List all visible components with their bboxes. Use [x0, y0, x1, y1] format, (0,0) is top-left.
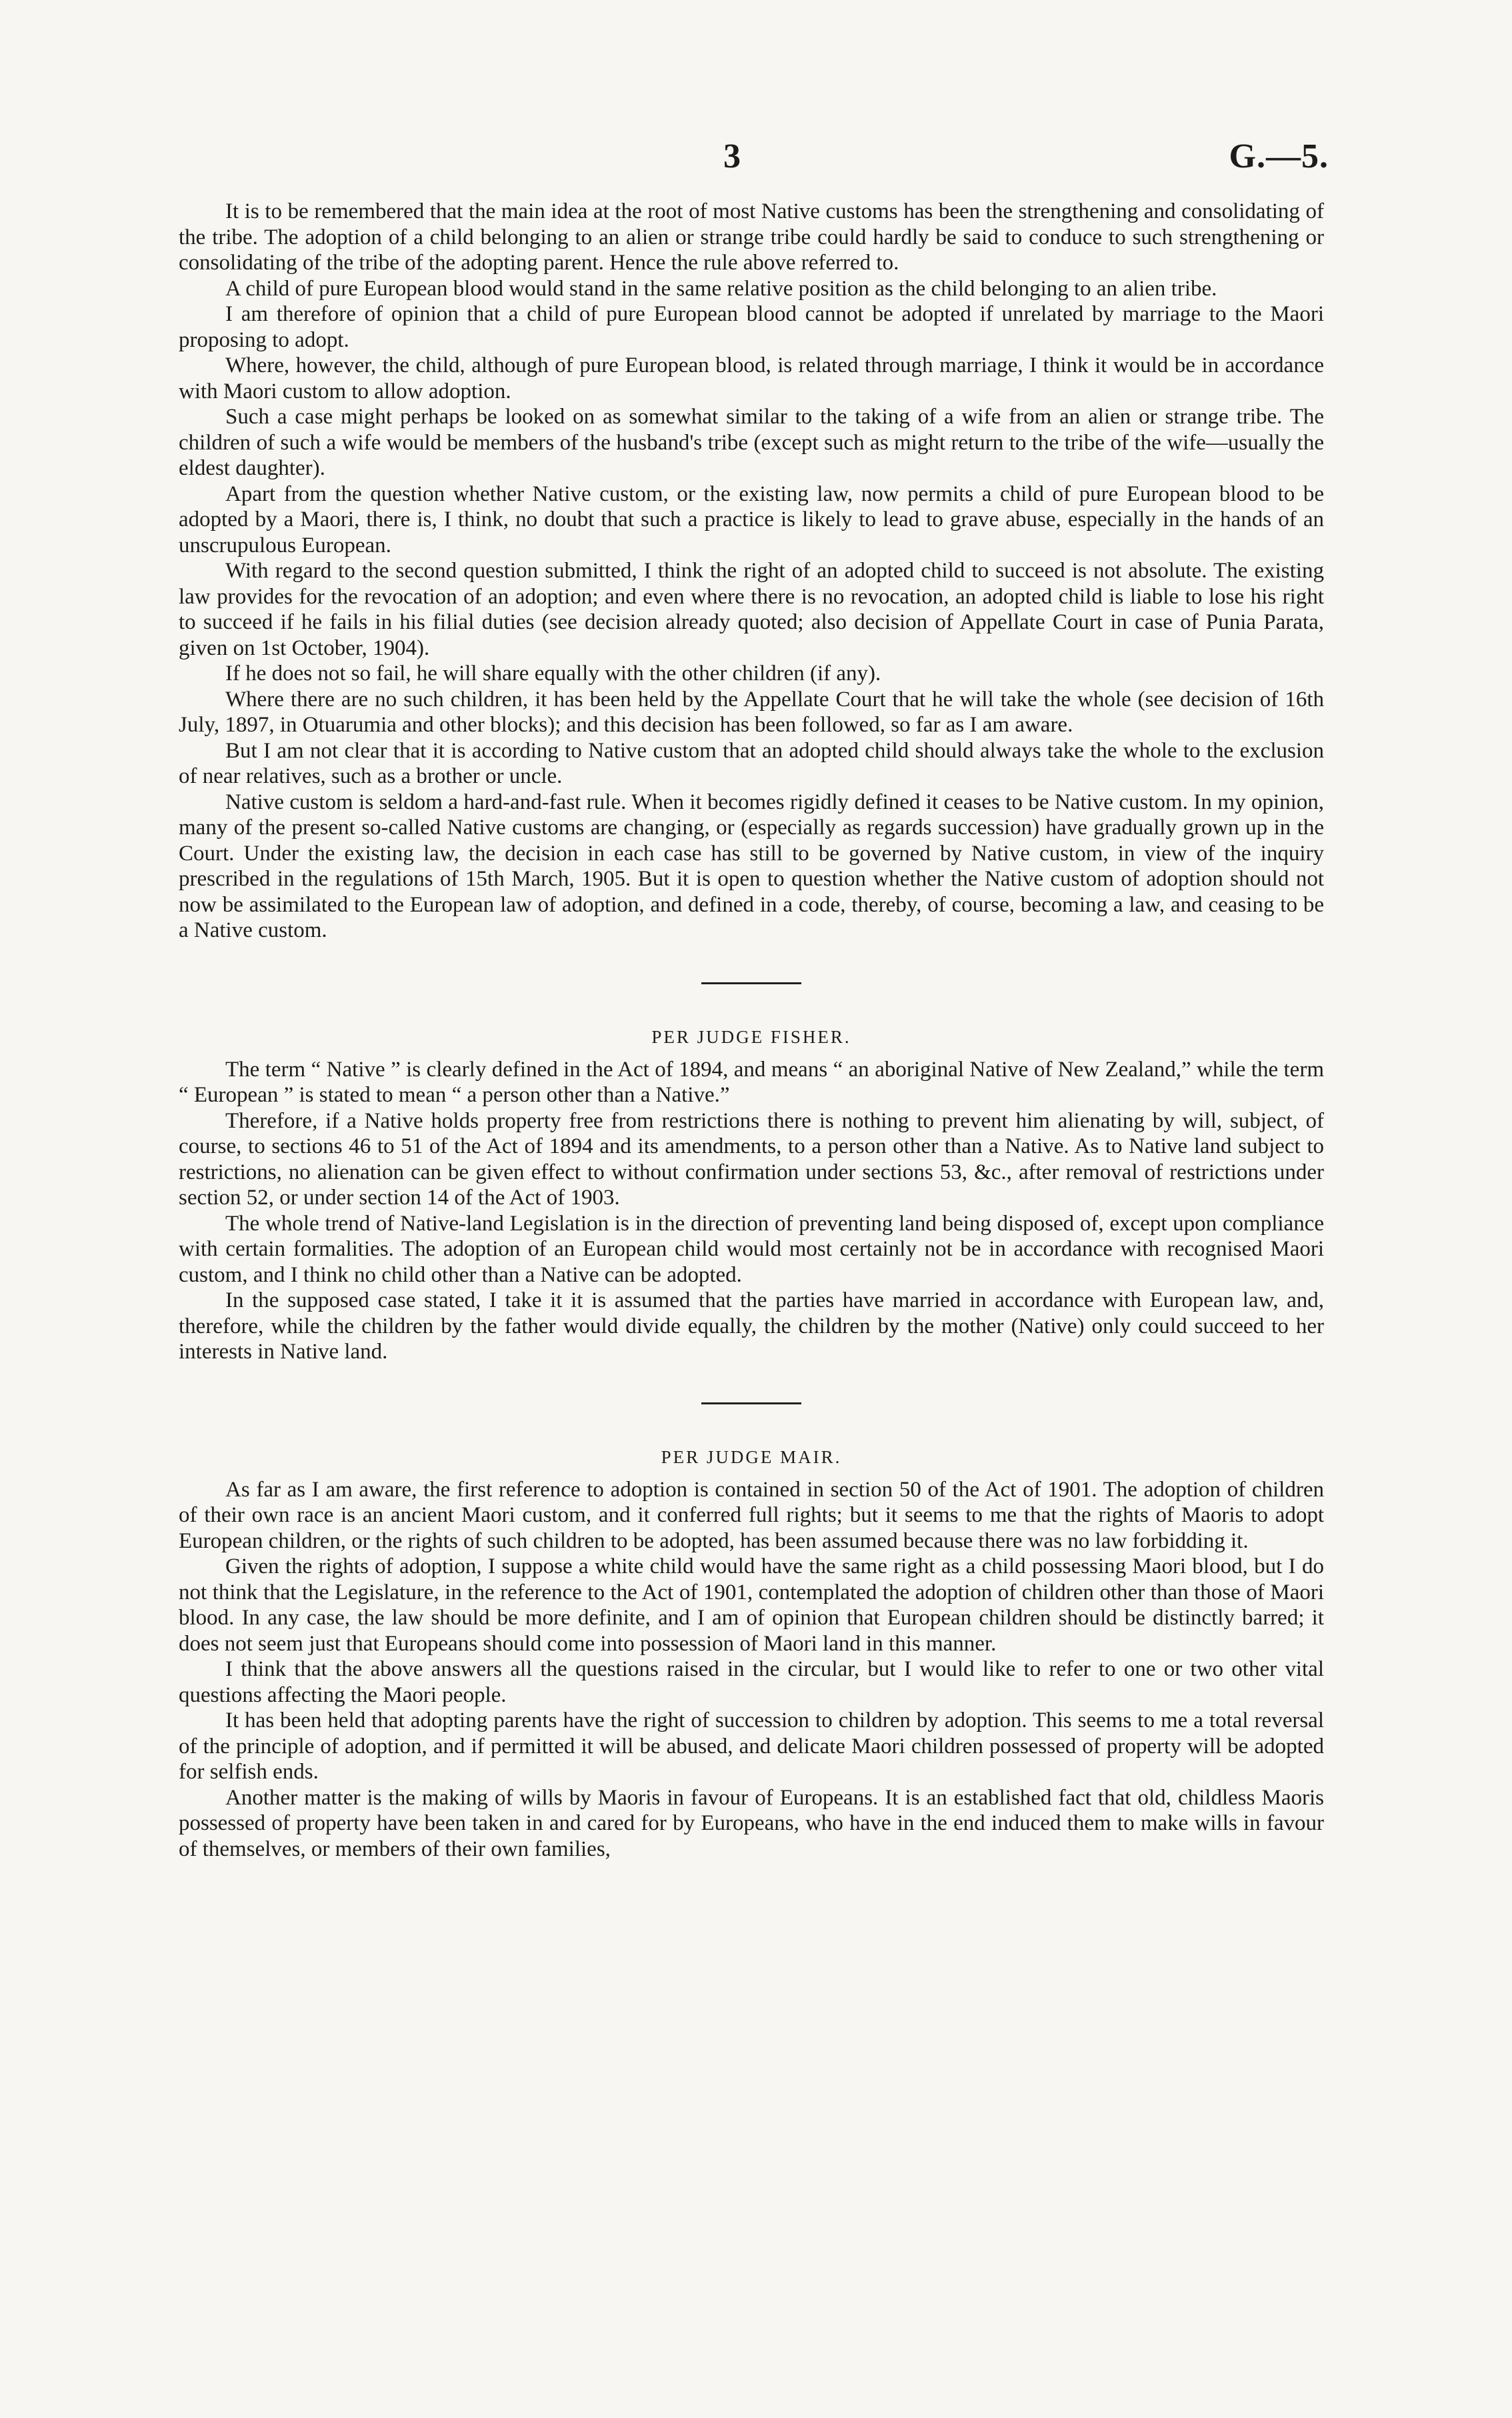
section-judge-mair [179, 1447, 1324, 1863]
section-opening [179, 199, 1324, 944]
paragraph: A child of pure European blood would stand in the same relative position as the child belonging to an alien tribe. [225, 276, 1217, 301]
paragraph: I am therefore of opinion that a child of pure European blood cannot be adopted if unrelated by marriage to the Maori proposing to adopt. [179, 302, 1324, 352]
paragraph: With regard to the second question submitted, I think the right of an adopted child to succeed is not absolute. The existing law provides for the revocation of an adoption; and even where there is no revocation, an adopted child is liable to lose his right to succeed if he fails in his filial duties (see decision already quoted; also decision of Appellate Court in case of Punia Parata, given on 1st October, 1904). [179, 559, 1324, 660]
page-header [0, 137, 1512, 183]
paragraph: Another matter is the making of wills by Maoris in favour of Europeans. It is an established fact that old, childless Maoris possessed of property have been taken in and cared for by Europeans, who have in the end induced them to make wills in favour of themselves, or members of their own families, [179, 1785, 1324, 1861]
section-title: PER JUDGE MAIR. [661, 1446, 842, 1467]
page-number: 3 [723, 137, 741, 175]
document-reference: G.—5. [1229, 137, 1329, 175]
paragraph: If he does not so fail, he will share equally with the other children (if any). [225, 662, 881, 686]
paragraph: Apart from the question whether Native custom, or the existing law, now permits a child of pure European blood to be adopted by a Maori, there is, I think, no doubt that such a practice is likely to lead to grave abuse, especially in the hands of an unscrupulous European. [179, 481, 1324, 557]
body-text [179, 199, 1324, 1862]
paragraph: It is to be remembered that the main idea at the root of most Native customs has been the strengthening and consolidating of the tribe. The adoption of a child belonging to an alien or strange tribe could hardly be said to conduce to such strengthening or consolidating of the tribe of the adopting parent. Hence the rule above referred to. [179, 199, 1324, 275]
paragraph: As far as I am aware, the first reference to adoption is contained in section 50 of the Act of 1901. The adoption of children of their own race is an ancient Maori custom, and it conferred full rights; but it seems to me that the rights of Maoris to adopt European children, or the rights of such children to be adopted, has been assumed because there was no law forbidding it. [179, 1477, 1324, 1553]
paragraph: In the supposed case stated, I take it it is assumed that the parties have married in accordance with European law, and, therefore, while the children by the father would divide equally, the children by the mother (Native) only could succeed to her interests in Native land. [179, 1288, 1324, 1364]
paragraph: Given the rights of adoption, I suppose a white child would have the same right as a child possessing Maori blood, but I do not think that the Legislature, in the reference to the Act of 1901, contemplated the adoption of children other than those of Maori blood. In any case, the law should be more definite, and I am of opinion that European children should be distinctly barred; it does not seem just that Europeans should come into possession of Maori land in this manner. [179, 1554, 1324, 1656]
paragraph: But I am not clear that it is according to Native custom that an adopted child should always take the whole to the exclusion of near relatives, such as a brother or uncle. [179, 738, 1324, 788]
section-divider [701, 982, 801, 984]
paragraph: The whole trend of Native-land Legislation is in the direction of preventing land being disposed of, except upon compliance with certain formalities. The adoption of an European child would most certainly not be in accordance with recognised Maori custom, and I think no child other than a Native can be adopted. [179, 1211, 1324, 1287]
paragraph: Such a case might perhaps be looked on as somewhat similar to the taking of a wife from an alien or strange tribe. The children of such a wife would be members of the husband's tribe (except such as might return to the tribe of the wife—usually the eldest daughter). [179, 405, 1324, 480]
paragraph: I think that the above answers all the questions raised in the circular, but I would like to refer to one or two other vital questions affecting the Maori people. [179, 1657, 1324, 1707]
paragraph: Where, however, the child, although of pure European blood, is related through marriage, I think it would be in accordance with Maori custom to allow adoption. [179, 353, 1324, 403]
section-judge-fisher [179, 1027, 1324, 1365]
section-title: PER JUDGE FISHER. [651, 1026, 851, 1047]
paragraph: Native custom is seldom a hard-and-fast rule. When it becomes rigidly defined it ceases to be Native custom. In my opinion, many of the present so-called Native customs are changing, or (especially as regards succession) have gradually grown up in the Court. Under the existing law, the decision in each case has still to be governed by Native custom, in view of the inquiry prescribed in the regulations of 15th March, 1905. But it is open to question whether the Native custom of adoption should not now be assimilated to the European law of adoption, and defined in a code, thereby, of course, becoming a law, and ceasing to be a Native custom. [179, 790, 1324, 942]
paragraph: The term “ Native ” is clearly defined in the Act of 1894, and means “ an aboriginal Native of New Zealand,” while the term “ European ” is stated to mean “ a person other than a Native.” [179, 1057, 1324, 1107]
paragraph: It has been held that adopting parents have the right of succession to children by adoption. This seems to me a total reversal of the principle of adoption, and if permitted it will be abused, and delicate Maori children possessed of property will be adopted for selfish ends. [179, 1708, 1324, 1784]
section-divider [701, 1402, 801, 1404]
paragraph: Where there are no such children, it has been held by the Appellate Court that he will take the whole (see decision of 16th July, 1897, in Otuarumia and other blocks); and this decision has been followed, so far as I am aware. [179, 687, 1324, 737]
paragraph: Therefore, if a Native holds property free from restrictions there is nothing to prevent him alienating by will, subject, of course, to sections 46 to 51 of the Act of 1894 and its amendments, to a person other than a Native. As to Native land subject to restrictions, no alienation can be given effect to without confirmation under sections 53, &c., after removal of restrictions under section 52, or under section 14 of the Act of 1903. [179, 1108, 1324, 1210]
